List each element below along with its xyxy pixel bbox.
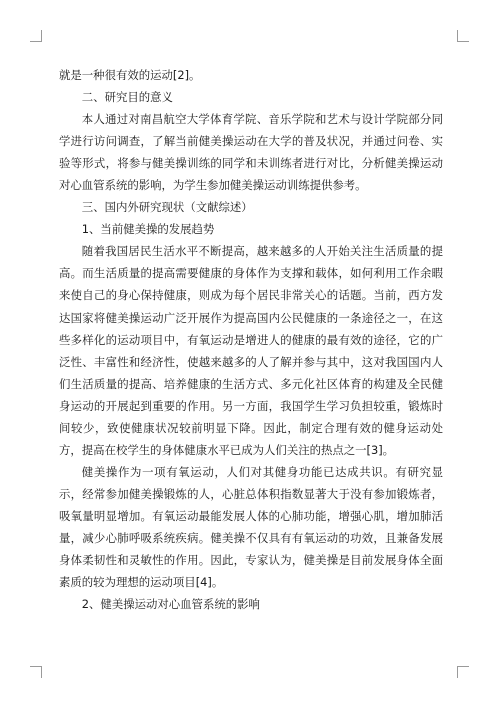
crop-mark-bottom-right bbox=[457, 666, 469, 678]
section-heading-purpose: 二、研究目的意义 bbox=[81, 90, 173, 105]
section-heading-literature: 三、国内外研究现状（文献综述） bbox=[81, 200, 253, 215]
paragraph-purpose: 本人通过对南昌航空大学体育学院、音乐学院和艺术与设计学院部分同学进行访问调查，了解当前健美操运动在大学的普及状况，并通过问卷、实验等形式，将参与健美操训练的同学和未训练者进行对比，分析健美操运动对心血管系统的影响，为学生参加健美操运动训练提供参考。 bbox=[59, 112, 443, 193]
paragraph-continuation: 就是一种很有效的运动[2]。 bbox=[59, 68, 201, 82]
subsection-heading-trend: 1、当前健美操的发展趋势 bbox=[81, 222, 215, 237]
crop-mark-top-right bbox=[457, 30, 469, 42]
crop-mark-bottom-left bbox=[30, 666, 42, 678]
crop-mark-top-left bbox=[30, 30, 42, 42]
paragraph-trend: 随着我国居民生活水平不断提高，越来越多的人开始关注生活质量的提高。而生活质量的提高需要健康的身体作为支撑和载体，如何利用工作余暇来使自己的身心保持健康，则成为每个居民非常关心的话题。当前，西方发达国家将健美操运动广泛开展作为提高国内公民健康的一条途径之一，在这些多样化的运动项目中，有氧运动是增进人的健康的最有效的途径，它的广泛性、丰富性和经济性，使越来越多的人了解并参与其中，这对我国国内人们生活质量的提高、培养健康的生活方式、多元化社区体育的构建及全民健身运动的开展起到重要的作用。另一方面，我国学生学习负担较重，锻炼时间较少，致使健康状况较前明显下降。因此，制定合理有效的健身运动处方，提高在校学生的身体健康水平已成为人们关注的热点之一[3]。 bbox=[59, 244, 443, 457]
paragraph-aerobic: 健美操作为一项有氧运动，人们对其健身功能已达成共识。有研究显示，经常参加健美操锻炼的人，心脏总体积指数显著大于没有参加锻炼者，吸氧量明显增加。有氧运动最能发展人体的心肺功能，增强心肌，增加肺活量，减少心肺呼吸系统疾病。健美操不仅具有有氧运动的功效，且兼备发展身体柔韧性和灵敏性的作用。因此，专家认为，健美操是目前发展身体全面素质的较为理想的运动项目[4]。 bbox=[59, 464, 443, 590]
subsection-heading-cardiovascular: 2、健美操运动对心血管系统的影响 bbox=[81, 597, 260, 612]
document-body bbox=[59, 64, 443, 615]
